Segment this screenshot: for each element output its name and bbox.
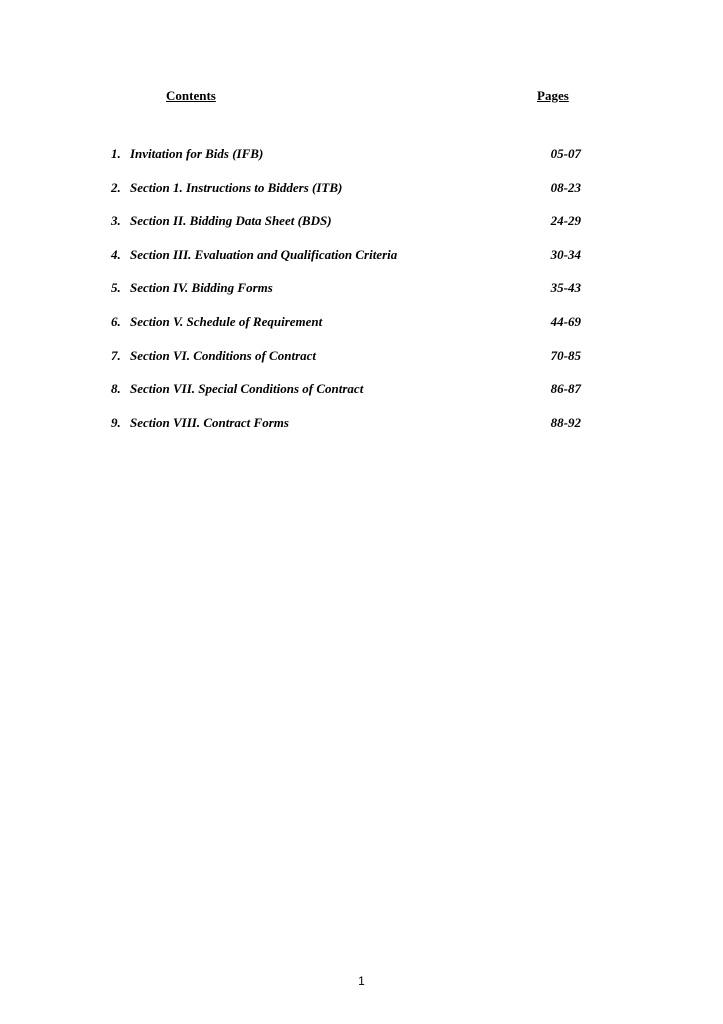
toc-entry-title: Section V. Schedule of Requirement	[130, 313, 323, 329]
toc-entry	[111, 213, 583, 247]
toc-entry	[111, 314, 583, 348]
toc-entry-pages: 08-23	[550, 179, 581, 195]
toc-entry-number: 5.	[111, 280, 121, 296]
toc-entry-title: Section II. Bidding Data Sheet (BDS)	[130, 213, 332, 229]
toc-entry-pages: 05-07	[550, 146, 581, 161]
toc-entry-title: Section III. Evaluation and Qualification Criteria	[130, 246, 398, 262]
toc-entry-pages: 44-69	[550, 313, 581, 329]
contents-heading: Contents	[166, 88, 216, 103]
toc-entry-pages: 70-85	[550, 347, 581, 363]
page-number: 1	[358, 974, 365, 988]
toc-entry-number: 8.	[111, 381, 121, 397]
toc-entry	[111, 247, 583, 281]
toc-entry-title: Invitation for Bids (IFB)	[130, 146, 264, 161]
toc-entry-pages: 88-92	[550, 414, 581, 430]
toc-entry-title: Section 1. Instructions to Bidders (ITB)	[130, 179, 343, 195]
toc-entry-number: 3.	[111, 213, 121, 229]
toc-entry-number: 2.	[111, 179, 121, 195]
toc-entry	[111, 348, 583, 382]
toc-entry-pages: 24-29	[550, 213, 581, 229]
toc-entry-number: 4.	[111, 246, 121, 262]
toc-entry-number: 6.	[111, 313, 121, 329]
toc-entry-number: 9.	[111, 414, 121, 430]
toc-entry-title: Section VI. Conditions of Contract	[130, 347, 317, 363]
toc-entry-number: 1.	[111, 146, 121, 161]
toc-entry	[111, 280, 583, 314]
toc-entry-title: Section VII. Special Conditions of Contract	[130, 381, 364, 397]
toc-entry-pages: 30-34	[550, 246, 581, 262]
toc-entry-number: 7.	[111, 347, 121, 363]
toc-entry	[111, 180, 583, 214]
pages-heading: Pages	[537, 88, 569, 103]
toc-entry-pages: 35-43	[550, 280, 581, 296]
table-of-contents	[111, 146, 583, 448]
toc-entry-pages: 86-87	[550, 381, 581, 397]
toc-entry	[111, 146, 583, 180]
toc-entry-title: Section VIII. Contract Forms	[130, 414, 289, 430]
toc-entry-title: Section IV. Bidding Forms	[130, 280, 273, 296]
toc-entry	[111, 415, 583, 449]
toc-entry	[111, 381, 583, 415]
